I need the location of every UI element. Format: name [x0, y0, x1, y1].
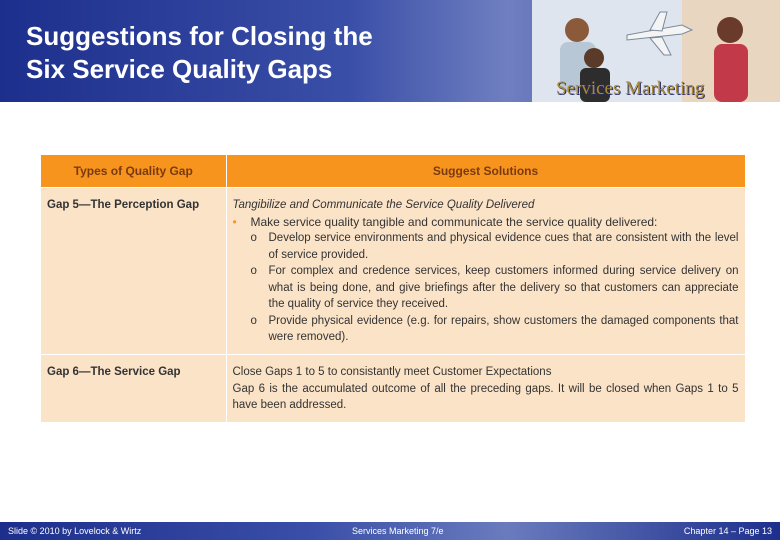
page-title-line-1: Suggestions for Closing the [26, 21, 373, 51]
footer-book-title: Services Marketing 7/e [352, 526, 444, 536]
solution-bullet [233, 214, 739, 231]
circle-bullet-icon: o [250, 314, 257, 327]
page-title [26, 20, 373, 86]
footer-page-number: Chapter 14 – Page 13 [683, 526, 772, 536]
circle-bullet-icon: o [250, 232, 257, 244]
sub-bullet-text: For complex and credence services, keep customers informed during service delivery on what is being done, and give briefings after the delivery so that customers can appreciate the quality of service they received. [268, 265, 739, 310]
table-row [41, 188, 745, 355]
footer-bar [0, 522, 780, 540]
quality-gap-table [41, 155, 746, 422]
bullet-icon: • [232, 214, 237, 229]
solution-cell [226, 188, 745, 355]
solution-cell [226, 355, 745, 422]
sub-bullet [233, 263, 739, 313]
sub-bullet [233, 313, 739, 346]
header-banner [0, 0, 780, 102]
solution-title: Close Gaps 1 to 5 to consistantly meet Customer Expectations [232, 366, 552, 378]
circle-bullet-icon: o [250, 265, 257, 277]
sub-bullet-text: Provide physical evidence (e.g. for repairs, show customers the damaged components that were removed). [268, 314, 739, 343]
footer-copyright: Slide © 2010 by Lovelock & Wirtz [8, 526, 142, 536]
brand-wordmark: Services Marketing [556, 78, 705, 99]
gap-name-cell: Gap 5—The Perception Gap [41, 188, 226, 355]
column-header-gap-type: Types of Quality Gap [41, 155, 226, 188]
sub-bullet [233, 230, 739, 263]
solution-text: Gap 6 is the accumulated outcome of all the preceding gaps. It will be closed when Gaps 1 to 5 have been addressed. [232, 382, 739, 411]
table-header-row [41, 155, 745, 188]
table-row [41, 355, 745, 422]
column-header-solutions: Suggest Solutions [226, 155, 745, 188]
bullet-text: Make service quality tangible and communicate the service quality delivered: [250, 214, 658, 229]
sub-bullet-text: Develop service environments and physical evidence cues that are consistent with the level of service provided. [268, 232, 739, 261]
solution-title: Tangibilize and Communicate the Service Quality Delivered [232, 199, 535, 211]
gap-name-cell: Gap 6—The Service Gap [41, 355, 226, 422]
page-title-line-2: Six Service Quality Gaps [26, 54, 333, 84]
